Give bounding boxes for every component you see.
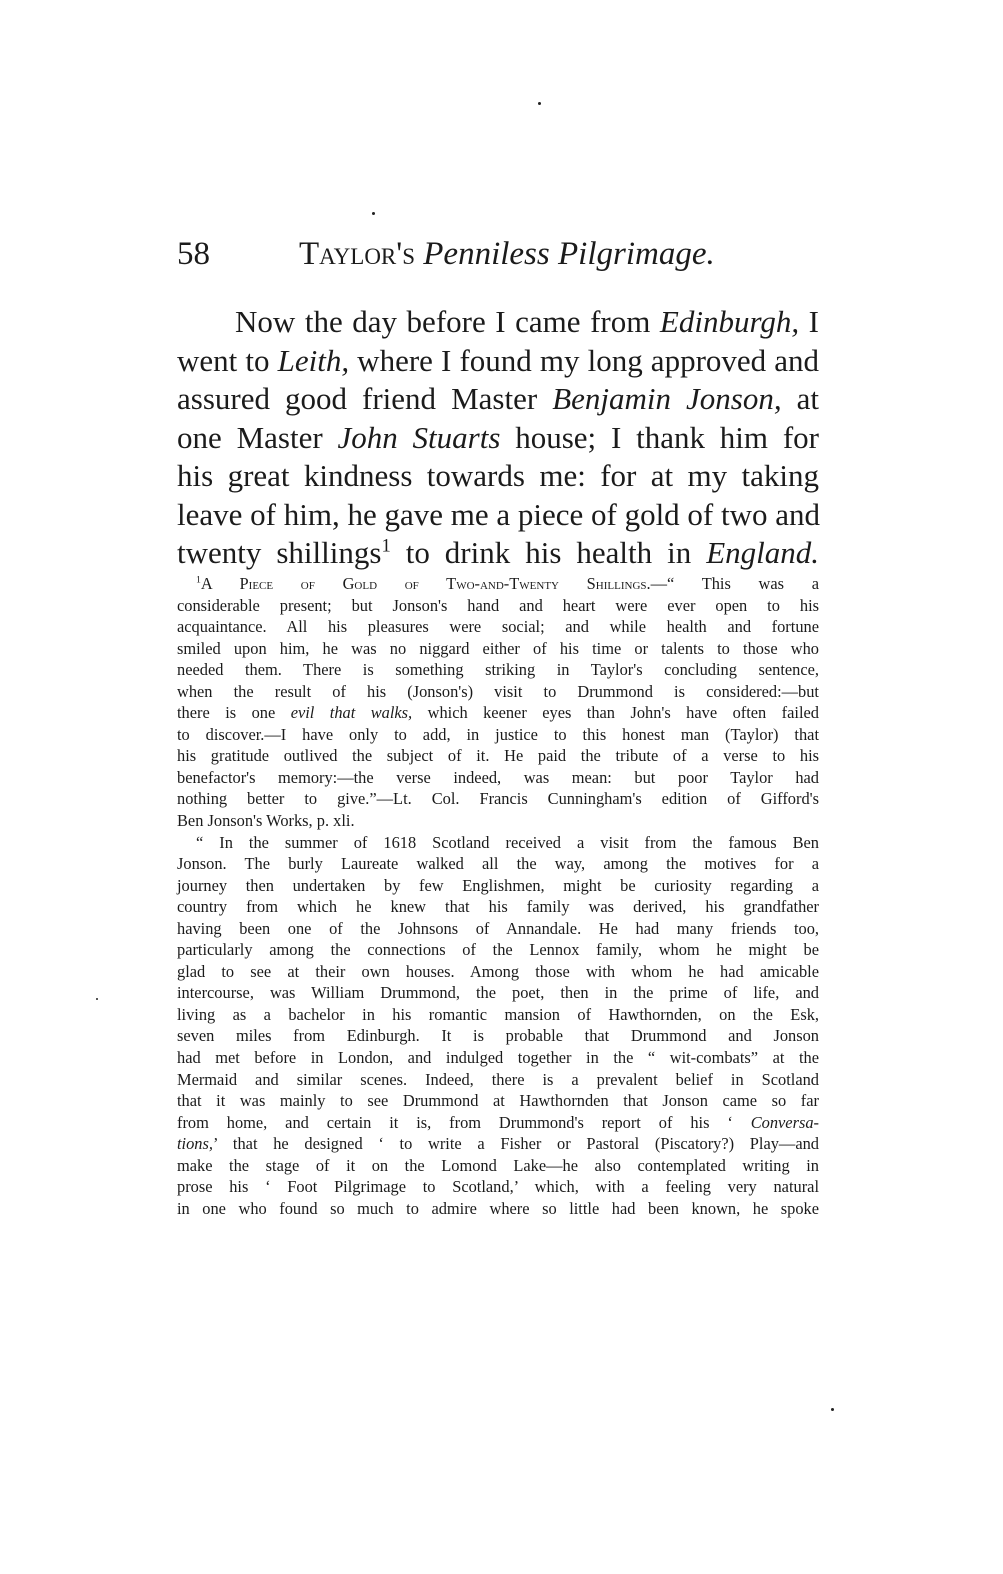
text-line: his great kindness towards me: for at my taking bbox=[177, 458, 819, 493]
footnote-line: to discover.—I have only to add, in justice to this honest man (Taylor) that bbox=[177, 724, 819, 744]
running-title bbox=[299, 236, 715, 273]
scan-speck bbox=[372, 212, 375, 215]
footnote-line: seven miles from Edinburgh. It is probable that Drummond and Jonson bbox=[177, 1026, 819, 1046]
text-line: Now the day before I came from Edinburgh, I bbox=[235, 304, 819, 339]
text-line: assured good friend Master Benjamin Jonson, at bbox=[177, 381, 820, 416]
footnote-line: prose his ‘ Foot Pilgrimage to Scotland,’ which, with a feeling very natural bbox=[177, 1177, 819, 1197]
text-line: one Master John Stuarts house; I thank him for bbox=[177, 419, 819, 455]
footnote-line: had met before in London, and indulged together in the “ wit-combats” at the bbox=[177, 1048, 819, 1068]
footnote-line: “ In the summer of 1618 Scotland received a visit from the famous Ben bbox=[196, 832, 819, 852]
footnote-line: benefactor's memory:—the verse indeed, was mean: but poor Taylor had bbox=[177, 767, 819, 787]
scan-speck bbox=[831, 1408, 834, 1411]
page-number: 58 bbox=[177, 236, 210, 272]
footnote-line: intercourse, was William Drummond, the poet, then in the prime of life, and bbox=[177, 983, 819, 1003]
footnote-line: smiled upon him, he was no niggard either of his time or talents to those who bbox=[177, 638, 819, 658]
text-line: leave of him, he gave me a piece of gold of two and bbox=[177, 496, 821, 532]
footnote-line: living as a bachelor in his romantic mansion of Hawthornden, on the Esk, bbox=[177, 1004, 819, 1024]
footnote-marker: 1 bbox=[196, 574, 201, 586]
footnote-line: in one who found so much to admire where so little had been known, he spoke bbox=[177, 1198, 819, 1218]
text-line: went to Leith, where I found my long approved and bbox=[177, 342, 820, 378]
footnote-line: particularly among the connections of the Lennox family, whom he might be bbox=[177, 940, 819, 960]
footnote-line: there is one evil that walks, which keener eyes than John's have often failed bbox=[177, 703, 819, 723]
main-text bbox=[177, 303, 819, 573]
footnote bbox=[177, 573, 819, 1219]
text-line: twenty shillings$^1$ to drink his health in England. bbox=[177, 535, 819, 570]
footnote-line: Mermaid and similar scenes. Indeed, there is a prevalent belief in Scotland bbox=[177, 1069, 819, 1089]
footnote-line: tions,’ that he designed ‘ to write a Fisher or Pastoral (Piscatory?) Play—and bbox=[177, 1134, 819, 1154]
footnote-line: that it was mainly to see Drummond at Hawthornden that Jonson came so far bbox=[177, 1091, 819, 1111]
footnote-line: $^1$A Piece of Gold of Two-and-Twenty Shillings.—“ This was a bbox=[196, 574, 819, 593]
footnote-ref: 1 bbox=[381, 535, 391, 557]
footnote-line: having been one of the Johnsons of Annandale. He had many friends too, bbox=[177, 918, 819, 938]
footnote-line: needed them. There is something striking in Taylor's concluding sentence, bbox=[177, 660, 819, 680]
footnote-line: country from which he knew that his family was derived, his grandfather bbox=[177, 897, 819, 917]
running-title-author: Taylor's bbox=[299, 236, 416, 272]
footnote-line: from home, and certain it is, from Drummond's report of his ‘ Conversa- bbox=[177, 1112, 819, 1132]
scan-speck bbox=[96, 998, 98, 1000]
footnote-line: acquaintance. All his pleasures were social; and while health and fortune bbox=[177, 617, 819, 637]
footnote-line: glad to see at their own houses. Among those with whom he had amicable bbox=[177, 961, 819, 981]
footnote-heading: A Piece of Gold of Two-and-Twenty Shillings. bbox=[200, 574, 651, 593]
footnote-line: when the result of his (Jonson's) visit to Drummond is considered:—but bbox=[177, 681, 819, 701]
footnote-line: Jonson. The burly Laureate walked all the way, among the motives for a bbox=[177, 854, 819, 874]
footnote-line: Ben Jonson's Works, p. xli. bbox=[177, 811, 355, 831]
footnote-line: journey then undertaken by few Englishmen, might be curiosity regarding a bbox=[177, 875, 819, 895]
footnote-line: considerable present; but Jonson's hand and heart were ever open to his bbox=[177, 595, 819, 615]
page-header bbox=[177, 236, 737, 286]
scan-speck bbox=[538, 102, 541, 105]
footnote-line: make the stage of it on the Lomond Lake—he also contemplated writing in bbox=[177, 1155, 819, 1175]
footnote-line: nothing better to give.”—Lt. Col. Francis Cunningham's edition of Gifford's bbox=[177, 789, 819, 809]
footnote-line: his gratitude outlived the subject of it. He paid the tribute of a verse to his bbox=[177, 746, 819, 766]
running-title-work: Penniless Pilgrimage. bbox=[423, 236, 715, 272]
